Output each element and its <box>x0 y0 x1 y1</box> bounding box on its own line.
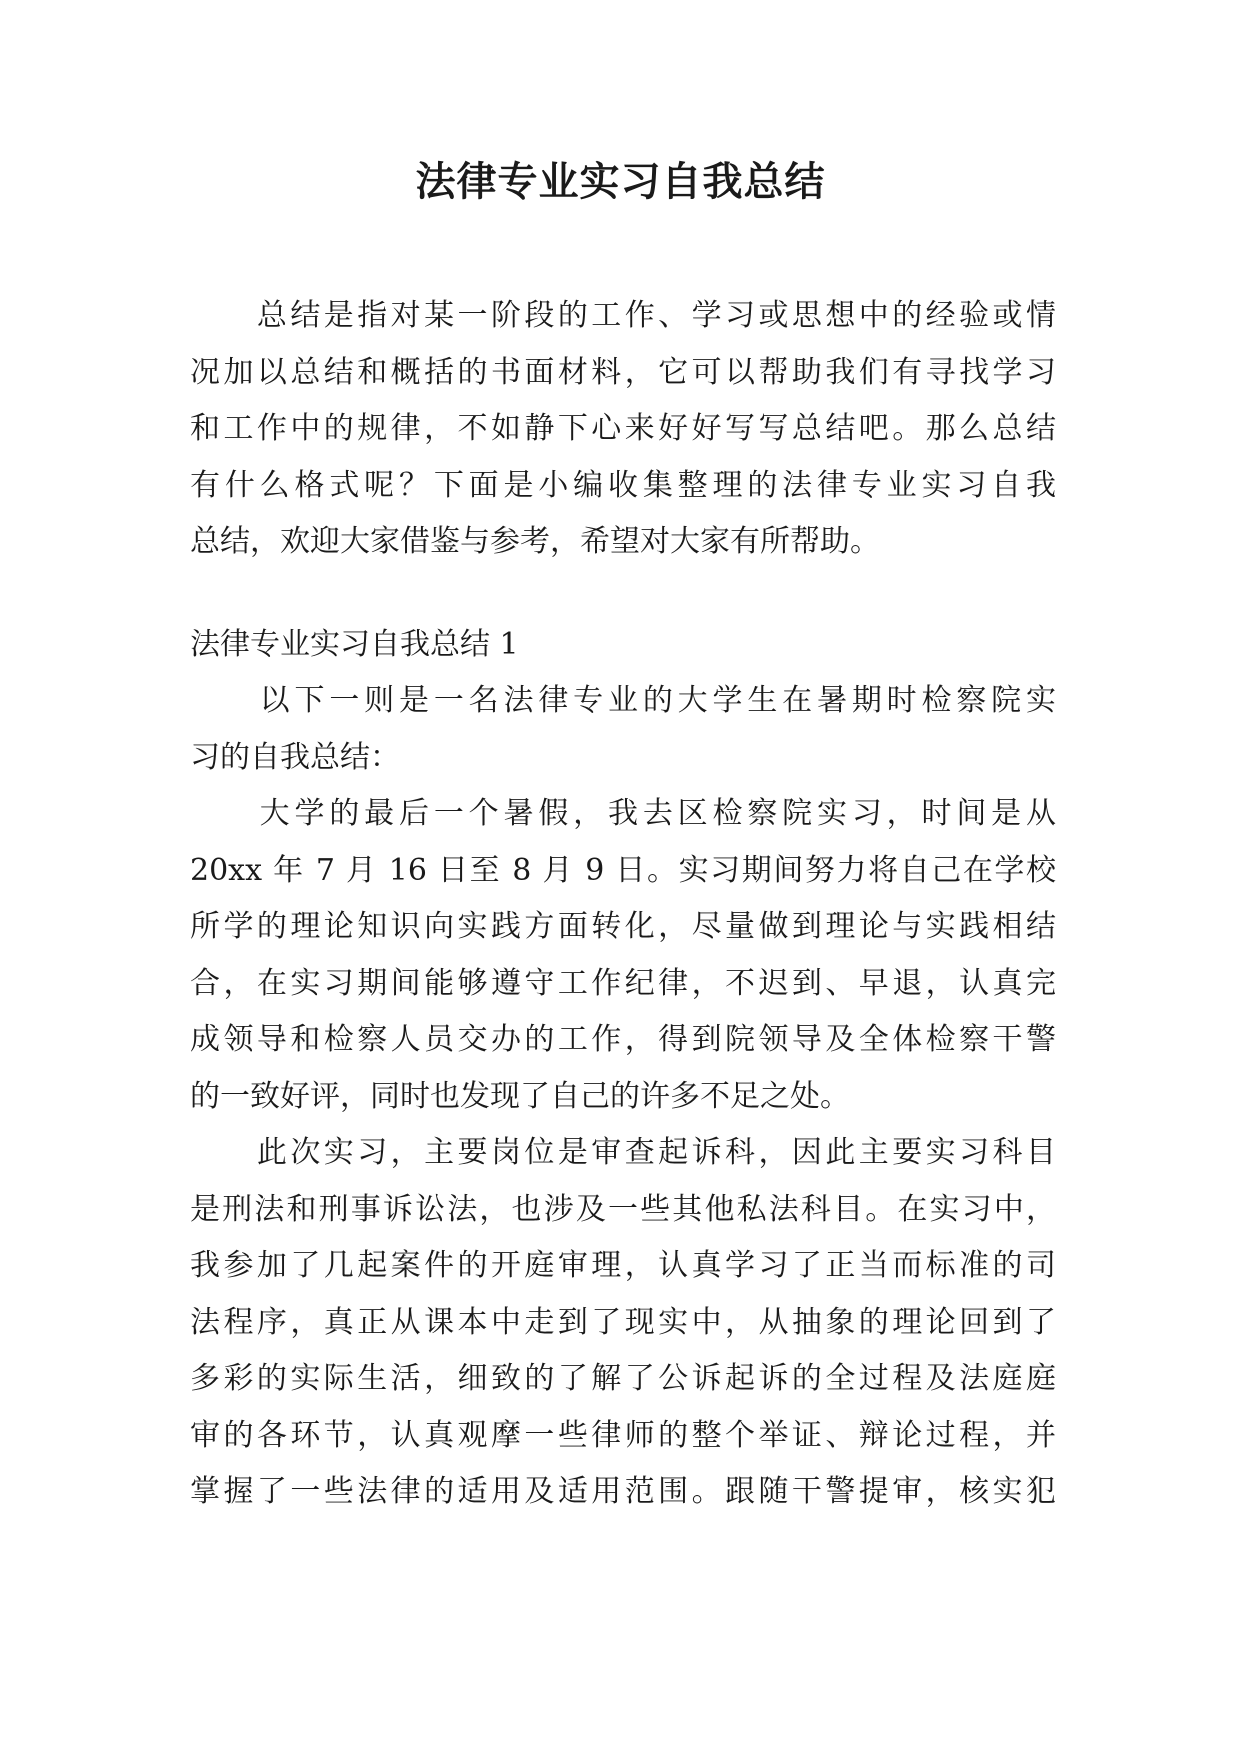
section-heading: 法律专业实习自我总结 1 <box>190 626 519 662</box>
text-line: 的一致好评，同时也发现了自己的许多不足之处。 <box>190 1078 850 1114</box>
paragraph-1 <box>190 673 1056 786</box>
text-line: 总结是指对某一阶段的工作、学习或思想中的经验或情 <box>190 298 1056 333</box>
text-line: 成领导和检察人员交办的工作，得到院领导及全体检察干警 <box>190 1022 1056 1057</box>
text-line: 以下一则是一名法律专业的大学生在暑期时检察院实 <box>190 683 1056 718</box>
text-line: 大学的最后一个暑假，我去区检察院实习，时间是从 <box>190 796 1056 831</box>
text-line: 掌握了一些法律的适用及适用范围。跟随干警提审，核实犯 <box>190 1474 1056 1509</box>
text-line: 和工作中的规律，不如静下心来好好写写总结吧。那么总结 <box>190 411 1056 446</box>
text-line: 20xx 年 7 月 16 日至 8 月 9 日。实习期间努力将自己在学校 <box>190 852 1056 888</box>
text-line: 多彩的实际生活，细致的了解了公诉起诉的全过程及法庭庭 <box>190 1361 1056 1396</box>
document-title: 法律专业实习自我总结 <box>415 158 826 205</box>
text-line: 况加以总结和概括的书面材料，它可以帮助我们有寻找学习 <box>190 354 1056 390</box>
text-line: 法程序，真正从课本中走到了现实中，从抽象的理论回到了 <box>190 1304 1056 1340</box>
paragraph-2 <box>190 786 1056 1125</box>
text-line: 我参加了几起案件的开庭审理，认真学习了正当而标准的司 <box>190 1248 1056 1283</box>
intro-paragraph <box>190 288 1056 571</box>
text-line: 是刑法和刑事诉讼法，也涉及一些其他私法科目。在实习中， <box>190 1191 1056 1227</box>
text-line: 此次实习，主要岗位是审查起诉科，因此主要实习科目 <box>190 1135 1056 1170</box>
text-line: 总结，欢迎大家借鉴与参考，希望对大家有所帮助。 <box>190 524 880 559</box>
document-body <box>190 288 1056 1521</box>
text-line: 所学的理论知识向实践方面转化，尽量做到理论与实践相结 <box>190 909 1056 944</box>
text-line: 有什么格式呢？下面是小编收集整理的法律专业实习自我 <box>190 467 1056 503</box>
text-line: 习的自我总结： <box>190 739 400 775</box>
text-line: 审的各环节，认真观摩一些律师的整个举证、辩论过程，并 <box>190 1417 1056 1453</box>
paragraph-3 <box>190 1125 1056 1521</box>
text-line: 合，在实习期间能够遵守工作纪律，不迟到、早退，认真完 <box>190 965 1056 1001</box>
